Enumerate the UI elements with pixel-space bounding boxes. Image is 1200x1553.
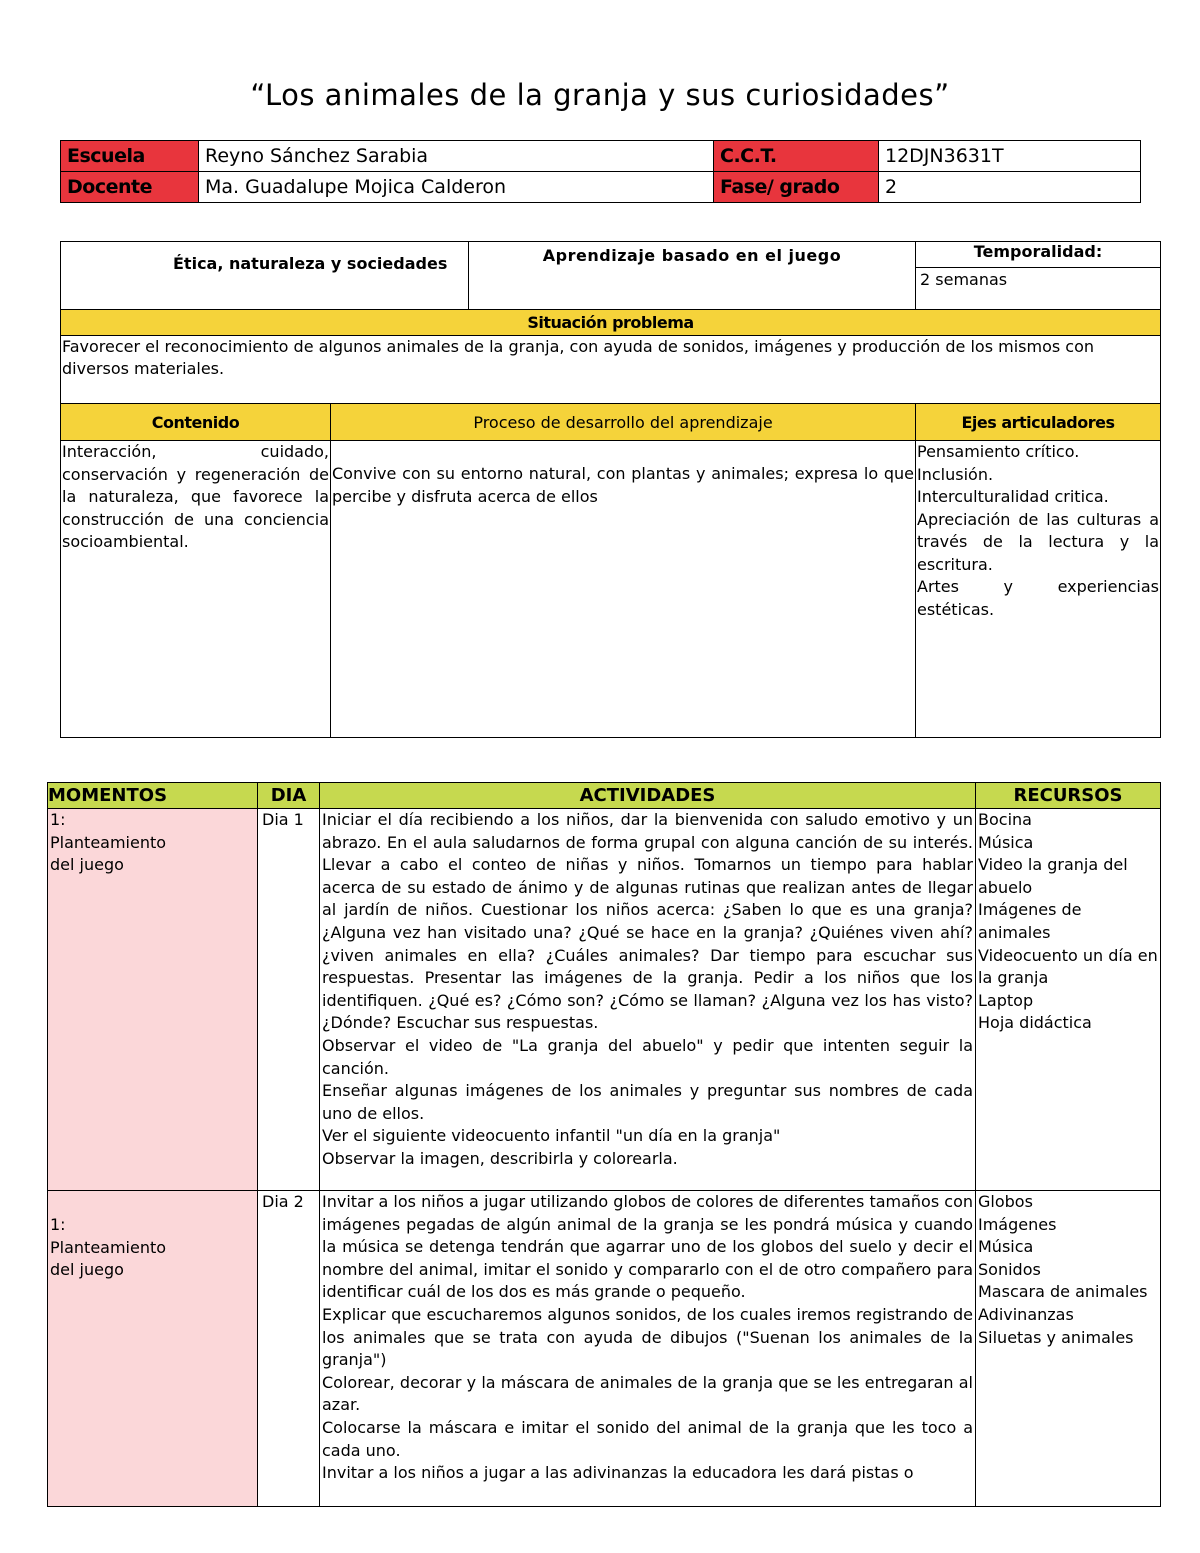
activities-table xyxy=(47,782,1161,1507)
header-table xyxy=(60,140,1141,203)
ejes-label: Ejes articuladores xyxy=(916,404,1161,441)
cct-label: C.C.T. xyxy=(714,141,879,172)
activity-paragraph: Invitar a los niños a jugar utilizando globos de colores de diferentes tamaños con imágenes pegadas de algún animal de la granja se les pondrá música y cuando la música se detenga tendrán que agarrar uno de los globos del suelo y decir el nombre del animal, imitar el sonido y compararlo con el de otro compañero para identificar cuál de los dos es más grande o pequeño. xyxy=(322,1192,973,1302)
resource-item: Imágenes xyxy=(978,1214,1057,1234)
resource-item: Globos xyxy=(978,1192,1033,1211)
header-dia: DIA xyxy=(258,783,320,809)
actividades-cell xyxy=(320,809,976,1191)
activity-paragraph: Colorear, decorar y la máscara de animales de la granja que se les entregaran al azar. xyxy=(322,1372,973,1415)
docente-value: Ma. Guadalupe Mojica Calderon xyxy=(199,172,714,203)
planning-table xyxy=(60,241,1161,738)
temporalidad-label: Temporalidad: xyxy=(916,242,1161,268)
header-recursos: RECURSOS xyxy=(976,783,1161,809)
resource-item: Mascara de animales xyxy=(978,1282,1148,1302)
proceso-text: Convive con su entorno natural, con plantas y animales; expresa lo que percibe y disfruta acerca de ellos xyxy=(331,441,916,738)
recursos-cell xyxy=(976,809,1161,1191)
document-title: “Los animales de la granja y sus curiosidades” xyxy=(250,78,950,112)
activity-paragraph: Observar la imagen, describirla y colorearla. xyxy=(322,1148,678,1168)
ejes-list xyxy=(916,441,1161,738)
eje-item: Artes y experiencias estéticas. xyxy=(917,577,1159,619)
eje-item: Pensamiento crítico. xyxy=(917,442,1080,461)
escuela-value: Reyno Sánchez Sarabia xyxy=(199,141,714,172)
momento-cell: 1: Planteamiento del juego xyxy=(48,1191,258,1507)
docente-label: Docente xyxy=(61,172,199,203)
eje-item: Interculturalidad critica. xyxy=(917,487,1109,506)
activity-paragraph: Observar el video de "La granja del abuelo" y pedir que intenten seguir la canción. xyxy=(322,1035,973,1078)
activity-paragraph: Invitar a los niños a jugar a las adivinanzas la educadora les dará pistas o xyxy=(322,1463,914,1483)
header-momentos: MOMENTOS xyxy=(48,783,258,809)
resource-item: Adivinanzas xyxy=(978,1304,1074,1324)
escuela-label: Escuela xyxy=(61,141,199,172)
subject-title: Ética, naturaleza y sociedades xyxy=(61,242,469,310)
resource-item: Siluetas y animales xyxy=(978,1327,1134,1347)
actividades-cell xyxy=(320,1191,976,1507)
resource-item: Videocuento un día en la granja xyxy=(978,945,1158,988)
table-row xyxy=(48,1191,1161,1507)
resource-item: Bocina xyxy=(978,810,1032,829)
resource-item: Música xyxy=(978,1237,1034,1257)
header-actividades: ACTIVIDADES xyxy=(320,783,976,809)
activity-paragraph: Colocarse la máscara e imitar el sonido del animal de la granja que les toco a cada uno. xyxy=(322,1417,973,1460)
momento-cell: 1: Planteamiento del juego xyxy=(48,809,258,1191)
recursos-cell xyxy=(976,1191,1161,1507)
proceso-label: Proceso de desarrollo del aprendizaje xyxy=(331,404,916,441)
contenido-text: Interacción, cuidado, conservación y regeneración de la naturaleza, que favorece la construcción de una conciencia socioambiental. xyxy=(61,441,331,738)
activity-paragraph: Iniciar el día recibiendo a los niños, dar la bienvenida con saludo emotivo y un abrazo. En el aula saludarnos de forma grupal con alguna canción de su interés. Llevar a cabo el conteo de niñas y niños. Tomarnos un tiempo para hablar acerca de su estado de ánimo y de algunas rutinas que realizan antes de llegar al jardín de niños. Cuestionar los niños acerca: ¿Saben lo que es una granja? ¿Alguna vez han visitado una? ¿Qué se hace en la granja? ¿Quiénes viven ahí? ¿viven animales en ella? ¿Cuáles animales? Dar tiempo para escuchar sus respuestas. Presentar las imágenes de la granja. Pedir a los niños que los identifiquen. ¿Qué es? ¿Cómo son? ¿Cómo se llaman? ¿Alguna vez los has visto? ¿Dónde? Escuchar sus respuestas. xyxy=(322,810,973,1033)
eje-item: Inclusión. xyxy=(917,464,994,484)
activity-paragraph: Enseñar algunas imágenes de los animales y preguntar sus nombres de cada uno de ellos. xyxy=(322,1081,973,1123)
table-row xyxy=(48,809,1161,1191)
activity-paragraph: Ver el siguiente videocuento infantil "un día en la granja" xyxy=(322,1126,781,1146)
eje-item: Apreciación de las culturas a través de la lectura y la escritura. xyxy=(917,509,1159,574)
resource-item: Imágenes de animales xyxy=(978,900,1082,942)
situacion-text: Favorecer el reconocimiento de algunos animales de la granja, con ayuda de sonidos, imágenes y producción de los mismos con diversos materiales. xyxy=(61,336,1161,404)
dia-cell: Dia 1 xyxy=(258,809,320,1191)
resource-item: Música xyxy=(978,832,1034,852)
resource-item: Hoja didáctica xyxy=(978,1013,1092,1033)
dia-cell: Dia 2 xyxy=(258,1191,320,1507)
resource-item: Sonidos xyxy=(978,1259,1041,1279)
approach-title: Aprendizaje basado en el juego xyxy=(469,242,916,310)
cct-value: 12DJN3631T xyxy=(879,141,1141,172)
fase-label: Fase/ grado xyxy=(714,172,879,203)
resource-item: Video la granja del abuelo xyxy=(978,855,1128,897)
resource-item: Laptop xyxy=(978,990,1034,1010)
situacion-label: Situación problema xyxy=(61,310,1161,336)
contenido-label: Contenido xyxy=(61,404,331,441)
fase-value: 2 xyxy=(879,172,1141,203)
activity-paragraph: Explicar que escucharemos algunos sonidos, de los cuales iremos registrando de los animales que se trata con ayuda de dibujos ("Suenan los animales de la granja") xyxy=(322,1304,973,1370)
temporalidad-value: 2 semanas xyxy=(916,268,1161,310)
